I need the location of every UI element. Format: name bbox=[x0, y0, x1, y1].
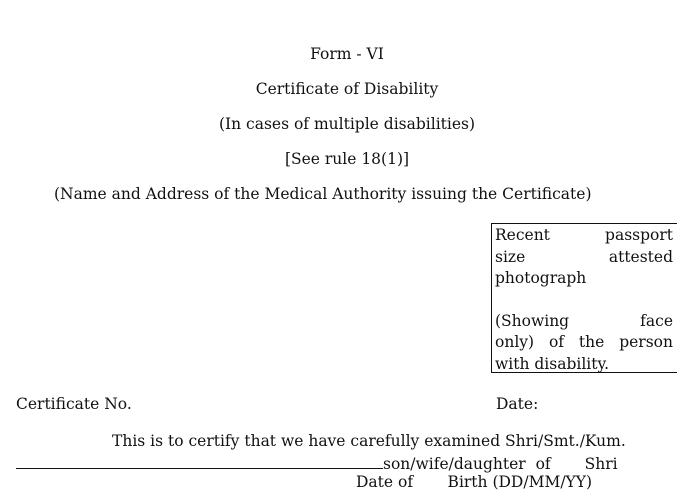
rule-reference: [See rule 18(1)] bbox=[284, 150, 410, 168]
certificate-title: Certificate of Disability bbox=[255, 80, 439, 98]
photo-box-line-6: with disability. bbox=[495, 354, 610, 373]
photograph-box bbox=[491, 223, 677, 373]
medical-authority-line: (Name and Address of the Medical Authority issuing the Certificate) bbox=[54, 185, 592, 203]
photo-box-line-4: (Showing face bbox=[495, 311, 673, 330]
photo-box-line-2: size attested bbox=[495, 247, 673, 266]
name-blank-field[interactable] bbox=[16, 452, 383, 469]
certify-statement: This is to certify that we have carefully examined Shri/Smt./Kum. bbox=[112, 432, 626, 450]
photo-box-line-5: only) of the person bbox=[495, 333, 673, 351]
date-of-birth-line: Date of Birth (DD/MM/YY) bbox=[356, 473, 593, 491]
date-label: Date: bbox=[496, 395, 539, 413]
certificate-number-label: Certificate No. bbox=[16, 395, 132, 413]
photo-box-gap bbox=[495, 290, 673, 311]
relation-line bbox=[16, 452, 618, 473]
shri-text: Shri bbox=[584, 455, 618, 473]
certificate-subtitle: (In cases of multiple disabilities) bbox=[218, 115, 476, 133]
photo-box-line-1: Recent passport bbox=[495, 226, 673, 244]
relation-text: son/wife/daughter of bbox=[383, 455, 551, 473]
form-number: Form - VI bbox=[310, 45, 384, 63]
photo-box-line-3: photograph bbox=[495, 269, 587, 287]
